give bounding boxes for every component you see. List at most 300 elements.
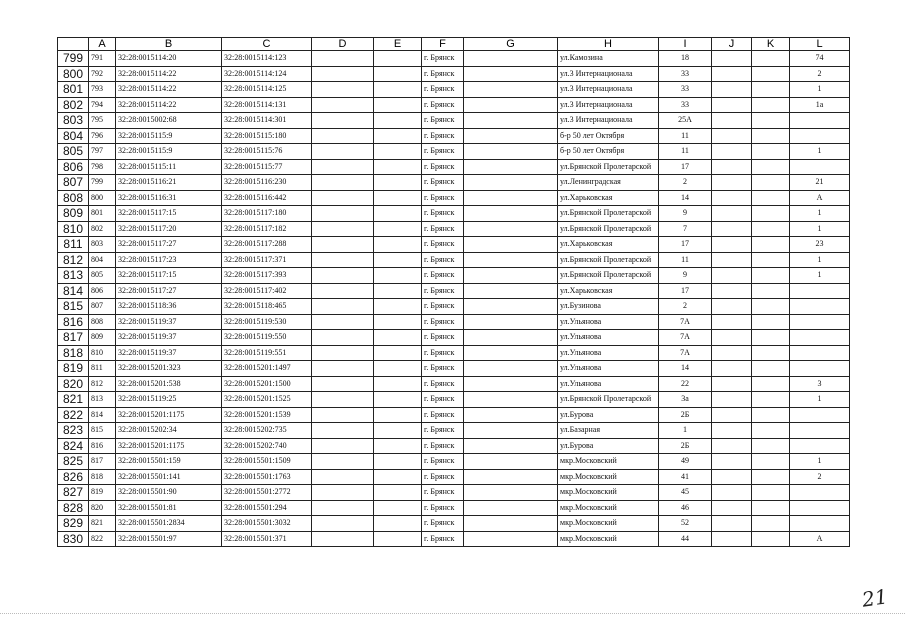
cell-col-l — [790, 299, 850, 315]
cell-col-d — [312, 175, 374, 191]
cell-col-e — [374, 299, 422, 315]
cell-col-j — [712, 516, 752, 532]
cell-col-h: ул.Харьковская — [558, 283, 659, 299]
cell-col-h: ул.Камозина — [558, 51, 659, 67]
cell-col-i: 14 — [659, 361, 712, 377]
cell-col-f: г. Брянск — [422, 345, 464, 361]
column-header: K — [752, 38, 790, 51]
cell-col-c: 32:28:0015116:230 — [222, 175, 312, 191]
cell-col-f: г. Брянск — [422, 407, 464, 423]
cell-col-a: 812 — [89, 376, 116, 392]
cell-col-d — [312, 252, 374, 268]
cell-col-l — [790, 485, 850, 501]
cell-col-b: 32:28:0015501:141 — [116, 469, 222, 485]
cell-col-g — [464, 221, 558, 237]
cell-col-j — [712, 469, 752, 485]
cell-col-k — [752, 330, 790, 346]
cell-col-j — [712, 128, 752, 144]
cell-col-g — [464, 392, 558, 408]
cell-col-j — [712, 221, 752, 237]
table-row — [58, 454, 850, 470]
cell-col-g — [464, 299, 558, 315]
cell-col-d — [312, 97, 374, 113]
cell-col-j — [712, 82, 752, 98]
cell-col-i: 17 — [659, 283, 712, 299]
cell-col-a: 791 — [89, 51, 116, 67]
cell-col-b: 32:28:0015119:37 — [116, 330, 222, 346]
cell-col-e — [374, 144, 422, 160]
table-row — [58, 299, 850, 315]
cell-col-b: 32:28:0015117:15 — [116, 206, 222, 222]
table-row — [58, 51, 850, 67]
cell-col-b: 32:28:0015501:2834 — [116, 516, 222, 532]
cell-col-i: 11 — [659, 144, 712, 160]
cell-col-a: 802 — [89, 221, 116, 237]
cell-col-i: 49 — [659, 454, 712, 470]
cell-col-c: 32:28:0015201:1497 — [222, 361, 312, 377]
cell-row-number: 822 — [58, 407, 89, 423]
cell-col-e — [374, 500, 422, 516]
cell-col-e — [374, 66, 422, 82]
cell-col-e — [374, 330, 422, 346]
cell-col-i: 33 — [659, 82, 712, 98]
table-row — [58, 423, 850, 439]
cell-col-h: ул.3 Интернационала — [558, 82, 659, 98]
cell-col-g — [464, 97, 558, 113]
cell-col-g — [464, 330, 558, 346]
cell-row-number: 821 — [58, 392, 89, 408]
cell-col-d — [312, 299, 374, 315]
cell-col-j — [712, 330, 752, 346]
cell-col-i: 9 — [659, 206, 712, 222]
cell-col-k — [752, 128, 790, 144]
table-row — [58, 516, 850, 532]
cell-col-f: г. Брянск — [422, 252, 464, 268]
table-row — [58, 407, 850, 423]
cell-col-d — [312, 330, 374, 346]
cell-col-f: г. Брянск — [422, 66, 464, 82]
cell-col-d — [312, 531, 374, 547]
cell-col-e — [374, 159, 422, 175]
cell-col-l — [790, 407, 850, 423]
cell-col-i: 1 — [659, 423, 712, 439]
table-row — [58, 268, 850, 284]
cell-col-j — [712, 190, 752, 206]
cell-row-number: 805 — [58, 144, 89, 160]
cell-col-e — [374, 175, 422, 191]
cell-col-h: ул.Брянской Пролетарской — [558, 159, 659, 175]
cell-col-b: 32:28:0015114:20 — [116, 51, 222, 67]
cell-col-d — [312, 159, 374, 175]
cell-col-c: 32:28:0015117:288 — [222, 237, 312, 253]
cell-col-k — [752, 392, 790, 408]
cell-col-c: 32:28:0015201:1500 — [222, 376, 312, 392]
cell-col-f: г. Брянск — [422, 221, 464, 237]
table-row — [58, 128, 850, 144]
cell-col-l — [790, 423, 850, 439]
cell-col-b: 32:28:0015114:22 — [116, 66, 222, 82]
cell-col-l: 1а — [790, 97, 850, 113]
column-header: I — [659, 38, 712, 51]
cell-col-l — [790, 345, 850, 361]
table-row — [58, 221, 850, 237]
spreadsheet-table — [57, 37, 850, 547]
column-header: A — [89, 38, 116, 51]
cell-col-i: 3а — [659, 392, 712, 408]
cell-col-b: 32:28:0015119:37 — [116, 345, 222, 361]
cell-col-l: А — [790, 190, 850, 206]
cell-col-d — [312, 237, 374, 253]
cell-col-g — [464, 113, 558, 129]
cell-col-j — [712, 407, 752, 423]
cell-col-h: б-р 50 лет Октября — [558, 128, 659, 144]
cell-col-k — [752, 454, 790, 470]
cell-col-d — [312, 190, 374, 206]
cell-col-d — [312, 516, 374, 532]
cell-row-number: 802 — [58, 97, 89, 113]
cell-col-f: г. Брянск — [422, 97, 464, 113]
cell-col-a: 800 — [89, 190, 116, 206]
cell-col-i: 44 — [659, 531, 712, 547]
table-row — [58, 144, 850, 160]
cell-col-b: 32:28:0015117:23 — [116, 252, 222, 268]
cell-col-i: 33 — [659, 66, 712, 82]
cell-col-e — [374, 237, 422, 253]
cell-col-b: 32:28:0015501:159 — [116, 454, 222, 470]
cell-col-k — [752, 144, 790, 160]
cell-col-b: 32:28:0015501:90 — [116, 485, 222, 501]
cell-col-h: ул.Харьковская — [558, 190, 659, 206]
cell-col-b: 32:28:0015118:36 — [116, 299, 222, 315]
table-row — [58, 438, 850, 454]
cell-col-k — [752, 469, 790, 485]
cell-row-number: 804 — [58, 128, 89, 144]
cell-col-c: 32:28:0015114:131 — [222, 97, 312, 113]
cell-col-g — [464, 190, 558, 206]
cell-row-number: 808 — [58, 190, 89, 206]
cell-col-f: г. Брянск — [422, 330, 464, 346]
cell-col-g — [464, 485, 558, 501]
cell-col-i: 52 — [659, 516, 712, 532]
cell-col-e — [374, 469, 422, 485]
cell-col-j — [712, 159, 752, 175]
cell-col-h: ул.3 Интернационала — [558, 97, 659, 113]
cell-row-number: 819 — [58, 361, 89, 377]
cell-col-l — [790, 283, 850, 299]
table-row — [58, 314, 850, 330]
cell-col-e — [374, 392, 422, 408]
cell-col-d — [312, 376, 374, 392]
cell-col-a: 820 — [89, 500, 116, 516]
cell-col-d — [312, 113, 374, 129]
cell-col-c: 32:28:0015501:1763 — [222, 469, 312, 485]
cell-col-l: 1 — [790, 454, 850, 470]
cell-col-f: г. Брянск — [422, 237, 464, 253]
cell-col-g — [464, 361, 558, 377]
cell-col-k — [752, 485, 790, 501]
cell-col-j — [712, 268, 752, 284]
cell-col-a: 794 — [89, 97, 116, 113]
cell-row-number: 809 — [58, 206, 89, 222]
cell-col-b: 32:28:0015201:538 — [116, 376, 222, 392]
cell-col-c: 32:28:0015501:1509 — [222, 454, 312, 470]
cell-col-a: 795 — [89, 113, 116, 129]
cell-col-b: 32:28:0015201:1175 — [116, 407, 222, 423]
cell-col-b: 32:28:0015114:22 — [116, 82, 222, 98]
cell-col-j — [712, 113, 752, 129]
table-row — [58, 190, 850, 206]
cell-col-d — [312, 407, 374, 423]
cell-col-f: г. Брянск — [422, 423, 464, 439]
cell-col-g — [464, 51, 558, 67]
cell-col-j — [712, 144, 752, 160]
cell-col-c: 32:28:0015201:1539 — [222, 407, 312, 423]
cell-col-i: 2Б — [659, 407, 712, 423]
cell-col-k — [752, 376, 790, 392]
cell-col-j — [712, 392, 752, 408]
cell-col-l — [790, 361, 850, 377]
cell-col-l — [790, 113, 850, 129]
cell-col-f: г. Брянск — [422, 190, 464, 206]
cell-col-a: 792 — [89, 66, 116, 82]
cell-col-g — [464, 376, 558, 392]
cell-col-b: 32:28:0015117:27 — [116, 283, 222, 299]
cell-row-number: 813 — [58, 268, 89, 284]
cell-col-e — [374, 113, 422, 129]
cell-col-l: 3 — [790, 376, 850, 392]
cell-col-l — [790, 330, 850, 346]
column-header — [58, 38, 89, 51]
cell-col-g — [464, 469, 558, 485]
cell-col-j — [712, 345, 752, 361]
cell-col-h: ул.Ульянова — [558, 314, 659, 330]
cell-col-e — [374, 345, 422, 361]
cell-col-i: 9 — [659, 268, 712, 284]
cell-col-h: мкр.Московский — [558, 469, 659, 485]
cell-col-l — [790, 314, 850, 330]
cell-col-c: 32:28:0015117:402 — [222, 283, 312, 299]
cell-col-g — [464, 516, 558, 532]
cell-col-j — [712, 97, 752, 113]
cell-col-e — [374, 438, 422, 454]
cell-col-h: ул.Бурова — [558, 407, 659, 423]
cell-col-k — [752, 438, 790, 454]
cell-col-d — [312, 283, 374, 299]
cell-col-a: 808 — [89, 314, 116, 330]
cell-col-i: 46 — [659, 500, 712, 516]
cell-col-f: г. Брянск — [422, 51, 464, 67]
cell-col-a: 809 — [89, 330, 116, 346]
cell-row-number: 816 — [58, 314, 89, 330]
cell-col-c: 32:28:0015119:530 — [222, 314, 312, 330]
cell-col-b: 32:28:0015117:20 — [116, 221, 222, 237]
cell-col-i: 11 — [659, 128, 712, 144]
cell-col-l: 1 — [790, 268, 850, 284]
cell-col-g — [464, 66, 558, 82]
cell-col-i: 7А — [659, 314, 712, 330]
cell-col-j — [712, 252, 752, 268]
cell-col-k — [752, 407, 790, 423]
cell-row-number: 814 — [58, 283, 89, 299]
cell-col-f: г. Брянск — [422, 206, 464, 222]
cell-col-i: 22 — [659, 376, 712, 392]
cell-col-g — [464, 407, 558, 423]
cell-col-j — [712, 206, 752, 222]
cell-row-number: 817 — [58, 330, 89, 346]
cell-col-l: 1 — [790, 144, 850, 160]
cell-col-c: 32:28:0015117:393 — [222, 268, 312, 284]
cell-col-a: 798 — [89, 159, 116, 175]
table-row — [58, 252, 850, 268]
cell-col-a: 793 — [89, 82, 116, 98]
cell-col-c: 32:28:0015117:180 — [222, 206, 312, 222]
cell-col-b: 32:28:0015115:9 — [116, 128, 222, 144]
cell-col-g — [464, 159, 558, 175]
table-row — [58, 82, 850, 98]
cell-row-number: 806 — [58, 159, 89, 175]
cell-col-g — [464, 237, 558, 253]
table-row — [58, 330, 850, 346]
cell-row-number: 810 — [58, 221, 89, 237]
cell-col-f: г. Брянск — [422, 485, 464, 501]
cell-col-c: 32:28:0015114:301 — [222, 113, 312, 129]
cell-col-a: 810 — [89, 345, 116, 361]
cell-col-k — [752, 299, 790, 315]
cell-col-c: 32:28:0015119:550 — [222, 330, 312, 346]
cell-col-b: 32:28:0015114:22 — [116, 97, 222, 113]
cell-col-b: 32:28:0015501:81 — [116, 500, 222, 516]
cell-col-e — [374, 376, 422, 392]
cell-col-k — [752, 500, 790, 516]
cell-col-e — [374, 190, 422, 206]
cell-col-h: ул.3 Интернационала — [558, 66, 659, 82]
cell-col-a: 799 — [89, 175, 116, 191]
cell-col-e — [374, 407, 422, 423]
table-row — [58, 175, 850, 191]
cell-col-a: 814 — [89, 407, 116, 423]
cell-col-b: 32:28:0015501:97 — [116, 531, 222, 547]
cell-col-j — [712, 423, 752, 439]
column-header: L — [790, 38, 850, 51]
cell-col-c: 32:28:0015114:123 — [222, 51, 312, 67]
cell-col-a: 818 — [89, 469, 116, 485]
cell-col-h: ул.Брянской Пролетарской — [558, 221, 659, 237]
cell-col-i: 17 — [659, 159, 712, 175]
cell-col-e — [374, 485, 422, 501]
cell-col-f: г. Брянск — [422, 314, 464, 330]
cell-col-h: ул.Ульянова — [558, 376, 659, 392]
cell-col-f: г. Брянск — [422, 392, 464, 408]
table-row — [58, 345, 850, 361]
cell-col-d — [312, 144, 374, 160]
cell-col-k — [752, 531, 790, 547]
cell-col-i: 17 — [659, 237, 712, 253]
cell-col-c: 32:28:0015202:735 — [222, 423, 312, 439]
cell-col-e — [374, 128, 422, 144]
cell-col-f: г. Брянск — [422, 283, 464, 299]
cell-col-c: 32:28:0015501:3032 — [222, 516, 312, 532]
cell-col-k — [752, 206, 790, 222]
cell-row-number: 812 — [58, 252, 89, 268]
table-row — [58, 159, 850, 175]
table-row — [58, 392, 850, 408]
cell-col-f: г. Брянск — [422, 113, 464, 129]
cell-col-f: г. Брянск — [422, 175, 464, 191]
cell-row-number: 799 — [58, 51, 89, 67]
cell-col-h: ул.Брянской Пролетарской — [558, 392, 659, 408]
cell-col-k — [752, 345, 790, 361]
cell-col-j — [712, 66, 752, 82]
cell-col-j — [712, 531, 752, 547]
cell-col-e — [374, 252, 422, 268]
cell-col-j — [712, 485, 752, 501]
cell-col-h: ул.Брянской Пролетарской — [558, 252, 659, 268]
cell-col-c: 32:28:0015501:371 — [222, 531, 312, 547]
cell-col-i: 33 — [659, 97, 712, 113]
cell-col-d — [312, 82, 374, 98]
cell-col-h: ул.Ульянова — [558, 345, 659, 361]
table-row — [58, 485, 850, 501]
cell-col-k — [752, 283, 790, 299]
cell-col-c: 32:28:0015114:124 — [222, 66, 312, 82]
cell-col-c: 32:28:0015117:182 — [222, 221, 312, 237]
cell-col-c: 32:28:0015202:740 — [222, 438, 312, 454]
cell-col-l: 74 — [790, 51, 850, 67]
cell-row-number: 823 — [58, 423, 89, 439]
cell-col-l: 23 — [790, 237, 850, 253]
cell-col-j — [712, 299, 752, 315]
cell-row-number: 825 — [58, 454, 89, 470]
cell-col-e — [374, 283, 422, 299]
cell-col-d — [312, 206, 374, 222]
cell-col-l: 2 — [790, 469, 850, 485]
cell-row-number: 824 — [58, 438, 89, 454]
table-row — [58, 361, 850, 377]
cell-col-i: 45 — [659, 485, 712, 501]
cell-col-l: 2 — [790, 66, 850, 82]
cell-col-l — [790, 500, 850, 516]
cell-col-f: г. Брянск — [422, 144, 464, 160]
cell-col-l: 21 — [790, 175, 850, 191]
cell-col-k — [752, 82, 790, 98]
cell-col-h: ул.3 Интернационала — [558, 113, 659, 129]
column-header: J — [712, 38, 752, 51]
cell-col-b: 32:28:0015201:1175 — [116, 438, 222, 454]
cell-col-e — [374, 268, 422, 284]
cell-col-d — [312, 500, 374, 516]
cell-col-g — [464, 82, 558, 98]
cell-col-i: 11 — [659, 252, 712, 268]
cell-col-a: 807 — [89, 299, 116, 315]
cell-col-c: 32:28:0015501:294 — [222, 500, 312, 516]
cell-col-a: 817 — [89, 454, 116, 470]
cell-col-l: 1 — [790, 206, 850, 222]
cell-col-h: мкр.Московский — [558, 485, 659, 501]
cell-col-a: 801 — [89, 206, 116, 222]
cell-col-c: 32:28:0015501:2772 — [222, 485, 312, 501]
cell-col-l: А — [790, 531, 850, 547]
cell-col-a: 821 — [89, 516, 116, 532]
cell-col-e — [374, 82, 422, 98]
cell-col-d — [312, 454, 374, 470]
cell-row-number: 801 — [58, 82, 89, 98]
cell-col-f: г. Брянск — [422, 361, 464, 377]
cell-col-e — [374, 51, 422, 67]
cell-row-number: 826 — [58, 469, 89, 485]
cell-col-b: 32:28:0015115:9 — [116, 144, 222, 160]
table-row — [58, 283, 850, 299]
cell-col-g — [464, 144, 558, 160]
